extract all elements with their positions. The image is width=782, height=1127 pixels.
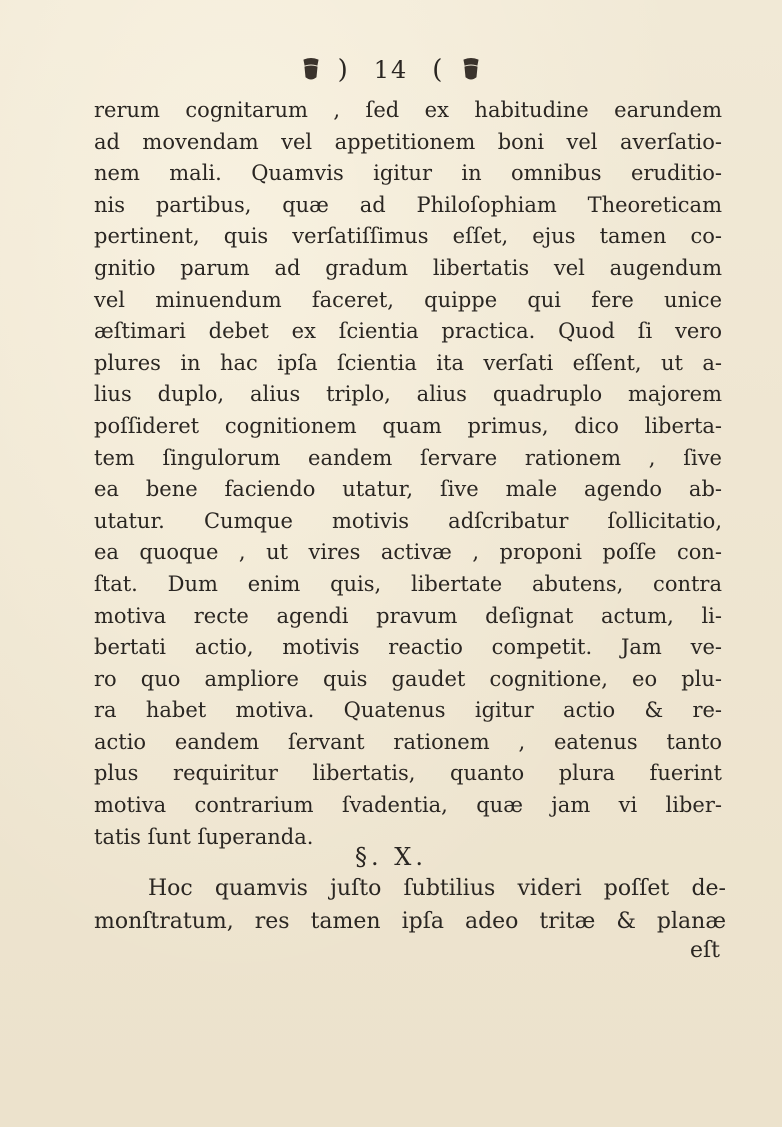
fleuron-right-icon <box>460 57 482 83</box>
text-line: tatis ſunt ſuperanda. <box>94 824 314 849</box>
text-line: motiva contrarium ſvadentia, quæ jam vi liber- <box>94 793 722 818</box>
text-line: motiva recte agendi pravum deſignat actum, li- <box>94 603 722 628</box>
text-line: tem ſingulorum eandem ſervare rationem , ſive <box>94 445 722 470</box>
running-header <box>0 52 782 88</box>
text-line: ſtat. Dum enim quis, libertate abutens, contra <box>94 571 722 596</box>
fleuron-left-icon <box>300 57 322 83</box>
text-line: rerum cognitarum , ſed ex habitudine earundem <box>94 98 722 122</box>
text-line: utatur. Cumque motivis adſcribatur ſollicitatio, <box>94 508 722 533</box>
text-line: lius duplo, alius triplo, alius quadruplo majorem <box>94 382 722 407</box>
text-line: nem mali. Quamvis igitur in omnibus eruditio- <box>94 161 722 186</box>
text-line: vel minuendum faceret, quippe qui fere unice <box>94 287 722 312</box>
text-line: Hoc quamvis juſto ſubtilius videri poſſet de- <box>148 876 726 901</box>
text-line: æſtimari debet ex ſcientia practica. Quod ſi vero <box>94 319 722 344</box>
text-line: poſſideret cognitionem quam primus, dico liberta- <box>94 413 722 438</box>
text-line: gnitio parum ad gradum libertatis vel augendum <box>94 255 722 280</box>
text-line: actio eandem ſervant rationem , eatenus tanto <box>94 729 722 754</box>
page-number: 14 <box>373 56 409 84</box>
text-line: ea quoque , ut vires activæ , proponi poſſe con- <box>94 540 722 565</box>
section-heading: §. X. <box>355 843 427 871</box>
text-line: ad movendam vel appetitionem boni vel averſatio- <box>94 129 722 154</box>
text-line: plus requiritur libertatis, quanto plura fuerint <box>94 761 722 786</box>
main-paragraph <box>94 95 722 853</box>
header-left-brace: ) <box>337 55 350 85</box>
text-line: bertati actio, motivis reactio competit. Jam ve- <box>94 635 722 660</box>
second-paragraph <box>94 872 726 938</box>
text-line: ra habet motiva. Quatenus igitur actio & re- <box>94 698 722 723</box>
header-right-brace: ( <box>432 55 445 85</box>
catchword: eſt <box>690 938 721 963</box>
text-line: nis partibus, quæ ad Philoſophiam Theoreticam <box>94 192 722 217</box>
text-line: ro quo ampliore quis gaudet cognitione, eo plu- <box>94 666 722 691</box>
text-line: plures in hac ipſa ſcientia ita verſati eſſent, ut a- <box>94 350 722 375</box>
text-line: pertinent, quis verſatiſſimus eſſet, ejus tamen co- <box>94 224 722 249</box>
text-line: ea bene faciendo utatur, ſive male agendo ab- <box>94 477 722 502</box>
text-line: monſtratum, res tamen ipſa adeo tritæ & planæ <box>94 909 726 934</box>
